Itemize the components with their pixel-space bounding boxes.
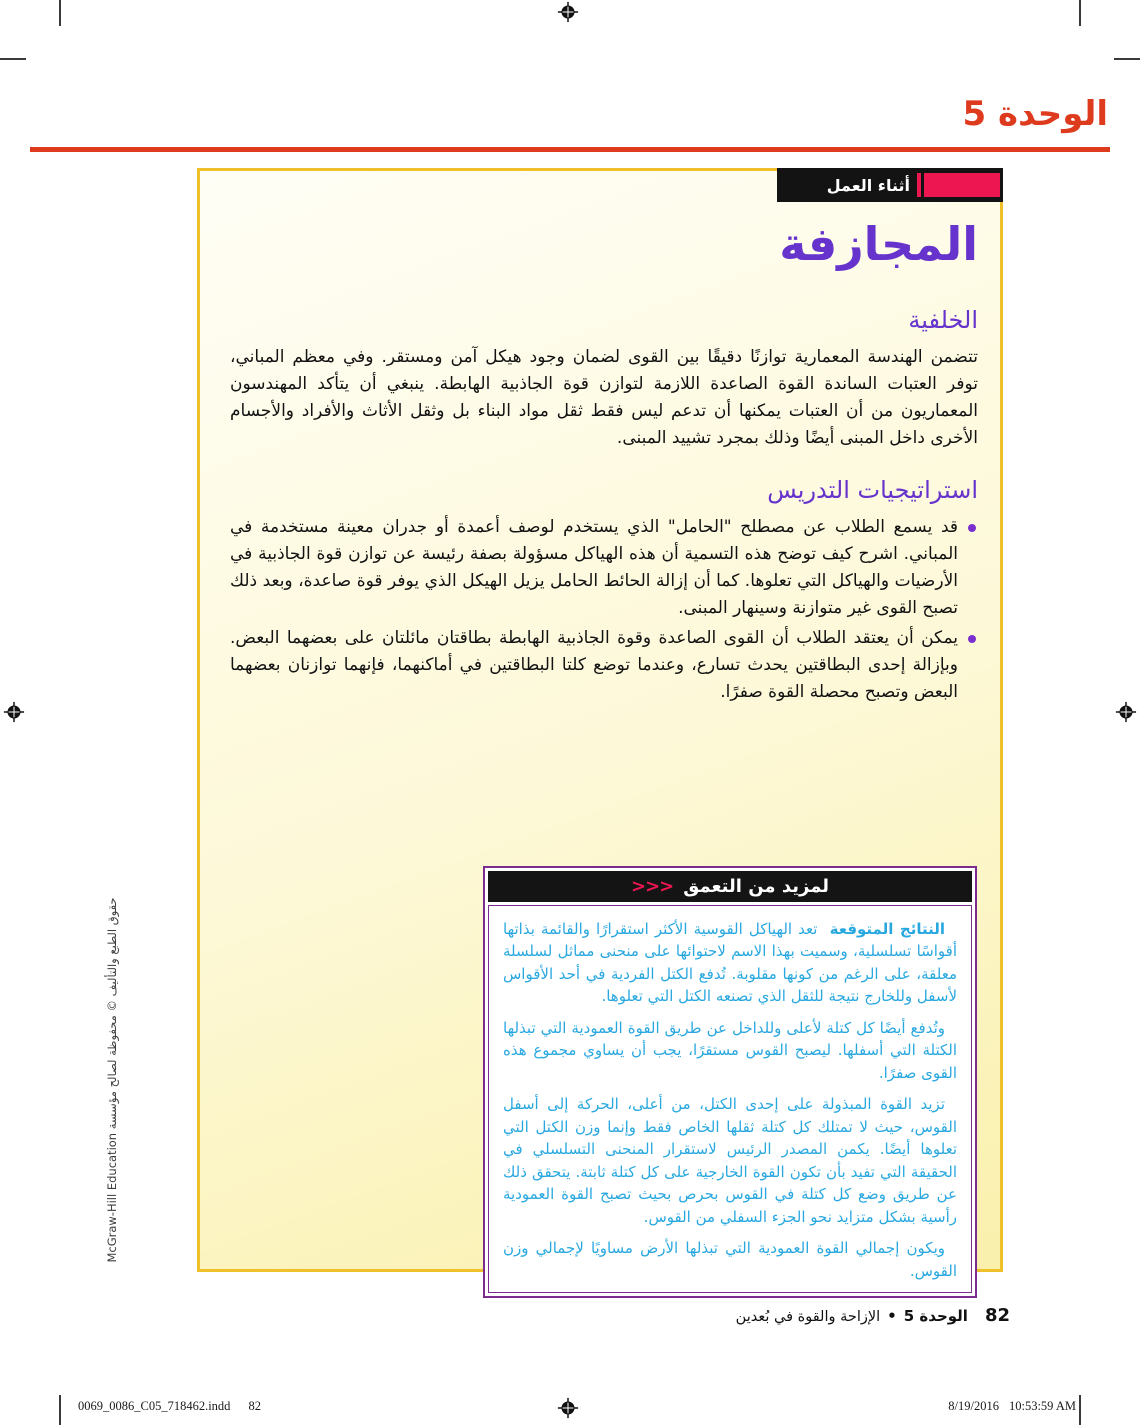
footer-chapter-title: الإزاحة والقوة في بُعدين (735, 1309, 881, 1325)
crop-mark-bottom-left-vertical (59, 1395, 61, 1425)
strategy-text: قد يسمع الطلاب عن مصطلح "الحامل" الذي يستخدم لوصف أعمدة أو جدران معينة مستخدمة في المباني. اشرح كيف توضح هذه التسمية أن هذه الهياكل مسؤولة بصفة رئيسة عن توازن قوة الجاذبية في الأرضيات والهياكل التي تعلوها. كما أن إزالة الحائط الحامل يزيل الهيكل الذي يوفر قوة صاعدة، وبعد ذلك تصبح القوى غير متوازنة وسينهار المبنى. (230, 516, 958, 618)
footer-page-number: 82 (984, 1305, 1010, 1326)
footer-unit-label: الوحدة 5 (903, 1307, 968, 1325)
lesson-panel (197, 168, 1003, 1280)
deep-dive-header (488, 871, 972, 902)
copyright-sidebar: حقوق الطبع والتأليف © محفوظة لصالح مؤسسة McGraw-Hill Education (105, 897, 119, 1263)
deep-dive-box (483, 866, 977, 1299)
bullet-icon (968, 524, 976, 532)
print-file-name: 0069_0086_C05_718462.indd (78, 1399, 231, 1413)
unit-title: الوحدة 5 (962, 94, 1108, 134)
background-heading: الخلفية (908, 305, 978, 334)
print-file-page: 82 (248, 1399, 261, 1413)
print-date: 8/19/2016 (948, 1399, 999, 1413)
footer-separator: • (887, 1307, 897, 1325)
deep-paragraph: ويكون إجمالي القوة العمودية التي تبذلها الأرض مساويًا لإجمالي وزن القوس. (503, 1239, 957, 1280)
deep-paragraph-text: تعد الهياكل القوسية الأكثر استقرارًا والقائمة بذاتها أقواسًا تسلسلية، وسميت بهذا الاسم لاحتوائها على منحنى مماثل لسلسلة معلقة، على الرغم من كونها مقلوبة. تُدفع الكتل الفردية في أحد الأقواس لأسفل وللخارج نتيجة للثقل الذي تصنعه الكتل التي تعلوها. (503, 919, 957, 1006)
strategy-item (230, 625, 978, 706)
print-time-value: 10:53:59 AM (1008, 1399, 1076, 1413)
on-the-job-tab (777, 168, 1003, 202)
background-body: تتضمن الهندسة المعمارية توازنًا دقيقًا بين القوى لضمان وجود هيكل آمن ومستقر. وفي معظم المباني، توفر العتبات الساندة القوة الصاعدة اللازمة لتوازن قوة الجاذبية الهابطة. ينبغي أن يتأكد المهندسون المعماريون من أن العتبات يمكنها أن تدعم ليس فقط ثقل مواد البناء بل وثقل الأثاث والأفراد والأجسام الأخرى داخل المبنى أيضًا وذلك بمجرد تشييد المبنى. (230, 346, 978, 448)
expected-results-label: النتائج المتوقعة (829, 919, 945, 938)
tab-highlight-block (924, 173, 1000, 197)
page-footer (736, 1305, 1010, 1326)
deep-paragraph: تزيد القوة المبذولة على إحدى الكتل، من أعلى، الحركة إلى أسفل القوس، حيث لا تمتلك كل كتلة ثقلها الخاص فقط وإنما وزن الكتل التي تعلوها أيضًا. يكمن المصدر الرئيس لاستقرار المنحنى التسلسلي في الحقيقة التي تفيد بأن تكون القوة الخارجية على كل كتلة ثابتة. يتحقق ذلك عن طريق وضع كل كتلة في القوس بحرص بحيث تصبح القوة العمودية رأسية بشكل متزايد نحو الجزء السفلي من القوس. (503, 1095, 957, 1226)
unit-rule-divider (30, 147, 1110, 152)
crop-mark-bottom-right-vertical (1079, 1395, 1081, 1425)
print-filename (78, 1399, 261, 1414)
deep-dive-title: لمزيد من التعمق (683, 875, 830, 897)
registration-mark-icon (557, 1, 579, 23)
teaching-strategies-heading: استراتيجيات التدريس (767, 475, 978, 504)
strategy-item (230, 514, 978, 622)
chevrons-icon: >>> (630, 875, 674, 897)
registration-mark-icon (1115, 701, 1137, 723)
tab-label: أثناء العمل (826, 175, 910, 195)
bullet-icon (968, 635, 976, 643)
print-timestamp (948, 1399, 1076, 1414)
registration-mark-icon (557, 1397, 579, 1419)
page-title: المجازفة (779, 217, 978, 271)
crop-mark-top-right-vertical (1079, 0, 1081, 26)
crop-mark-top-right-horizontal (1114, 58, 1140, 60)
tab-divider-bar (917, 173, 921, 197)
crop-mark-top-left-horizontal (0, 58, 26, 60)
deep-paragraph (503, 918, 957, 1008)
deep-dive-content (488, 905, 972, 1294)
strategy-text: يمكن أن يعتقد الطلاب أن القوى الصاعدة وقوة الجاذبية الهابطة بطاقتان مائلتان على بعضهما البعض. وبإزالة إحدى البطاقتين يحدث تسارع، وعندما توضع كلتا البطاقتين في أماكنهما، فإنهما توازنان بعضهما البعض وتصبح محصلة القوة صفرًا. (230, 627, 958, 702)
strategies-list (230, 514, 978, 706)
deep-paragraph: وتُدفع أيضًا كل كتلة لأعلى وللداخل عن طريق القوة العمودية التي تبذلها الكتلة التي أسفلها. ليصبح القوس مستقرًا، يجب أن يساوي مجموع هذه القوى صفرًا. (503, 1018, 957, 1082)
registration-mark-icon (3, 701, 25, 723)
crop-mark-top-left-vertical (59, 0, 61, 26)
